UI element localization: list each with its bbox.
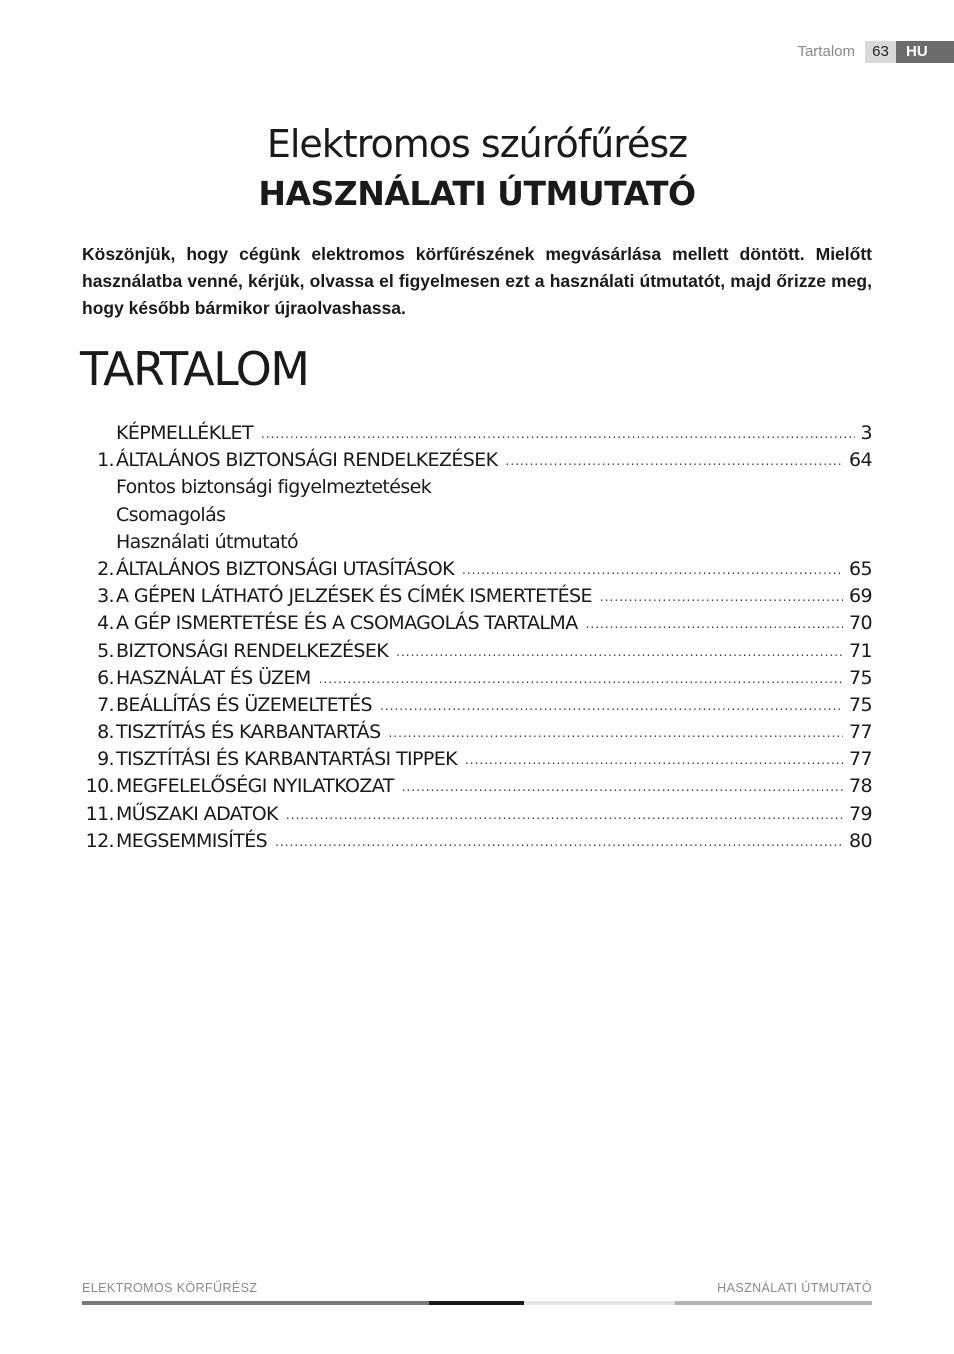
toc-dot-leader (600, 591, 843, 603)
toc-entry-label: MEGSEMMISÍTÉS (116, 829, 268, 852)
toc-entry-label: MŰSZAKI ADATOK (116, 802, 278, 825)
toc-entry[interactable] (82, 801, 872, 828)
footer-bar-segment (675, 1301, 872, 1305)
toc-dot-leader (319, 673, 843, 685)
toc-entry-number: 1. (97, 449, 114, 472)
footer-left-text: ELEKTROMOS KÖRFŰRÉSZ (82, 1281, 258, 1295)
footer-bar-segment (429, 1301, 524, 1305)
toc-entry-label: Használati útmutató (116, 530, 298, 553)
toc-entry-page: 79 (849, 802, 872, 825)
toc-entry-label: KÉPMELLÉKLET (116, 422, 253, 444)
toc-entry-page: 70 (849, 612, 872, 635)
toc-entry[interactable] (82, 665, 872, 692)
toc-entry-label: ÁLTALÁNOS BIZTONSÁGI UTASÍTÁSOK (116, 557, 454, 580)
toc-entry[interactable] (82, 502, 872, 529)
document-subtitle: HASZNÁLATI ÚTMUTATÓ (258, 174, 696, 213)
toc-entry[interactable] (82, 474, 872, 501)
toc-entry[interactable] (82, 529, 872, 556)
toc-entry-page: 77 (849, 721, 872, 744)
toc-dot-leader (586, 618, 843, 630)
toc-entry-page: 69 (849, 585, 872, 608)
toc-heading: TARTALOM (80, 342, 309, 396)
toc-entry-label: ÁLTALÁNOS BIZTONSÁGI RENDELKEZÉSEK (116, 449, 498, 472)
header-section-title: Tartalom (797, 43, 855, 60)
toc-entry[interactable] (82, 638, 872, 665)
toc-dot-leader (396, 646, 843, 658)
footer-divider-bar (82, 1301, 872, 1305)
toc-dot-leader (275, 836, 843, 848)
toc-entry[interactable] (82, 828, 872, 855)
toc-entry-page: 64 (849, 449, 872, 472)
toc-entry-page: 3 (860, 422, 872, 444)
toc-entry-label: TISZTÍTÁS ÉS KARBANTARTÁS (116, 721, 381, 744)
toc-entry[interactable] (82, 420, 872, 447)
toc-dot-leader (261, 428, 855, 440)
header-page-number: 63 (865, 41, 896, 63)
toc-entry-label: A GÉP ISMERTETÉSE ÉS A CSOMAGOLÁS TARTALMA (116, 612, 578, 635)
table-of-contents (82, 420, 872, 855)
toc-entry-number: 5. (97, 639, 114, 662)
footer-bar-segment (524, 1301, 675, 1305)
footer-bar-segment (82, 1301, 429, 1305)
toc-entry-number: 6. (97, 666, 114, 689)
toc-dot-leader (389, 727, 843, 739)
toc-entry-page: 78 (849, 775, 872, 798)
toc-entry-label: Fontos biztonsági figyelmeztetések (116, 476, 432, 499)
toc-entry[interactable] (82, 692, 872, 719)
toc-entry-number: 11. (85, 802, 114, 825)
toc-entry-page: 65 (849, 557, 872, 580)
toc-entry-number: 12. (85, 829, 114, 852)
toc-entry-number: 8. (97, 721, 114, 744)
toc-entry[interactable] (82, 746, 872, 773)
toc-entry-page: 75 (849, 693, 872, 716)
toc-entry-number: 9. (97, 748, 114, 771)
toc-dot-leader (506, 455, 844, 467)
toc-dot-leader (462, 564, 843, 576)
toc-entry-label: Csomagolás (116, 503, 226, 526)
toc-entry-label: BIZTONSÁGI RENDELKEZÉSEK (116, 639, 389, 662)
toc-entry[interactable] (82, 447, 872, 474)
toc-entry-page: 77 (849, 748, 872, 771)
toc-entry-label: HASZNÁLAT ÉS ÜZEM (116, 666, 311, 689)
header-language-badge: HU (896, 41, 954, 63)
toc-dot-leader (286, 809, 843, 821)
toc-entry-number: 2. (97, 557, 114, 580)
toc-entry-label: BEÁLLÍTÁS ÉS ÜZEMELTETÉS (116, 693, 372, 716)
toc-entry-label: A GÉPEN LÁTHATÓ JELZÉSEK ÉS CÍMÉK ISMERTETÉSE (116, 585, 592, 608)
toc-entry-number: 4. (97, 612, 114, 635)
toc-dot-leader (402, 781, 843, 793)
toc-entry[interactable] (82, 610, 872, 637)
toc-dot-leader (465, 754, 843, 766)
toc-entry[interactable] (82, 583, 872, 610)
toc-entry-label: TISZTÍTÁSI ÉS KARBANTARTÁSI TIPPEK (116, 748, 457, 771)
toc-entry-number: 7. (97, 693, 114, 716)
toc-dot-leader (380, 700, 843, 712)
toc-entry[interactable] (82, 556, 872, 583)
footer-right-text: HASZNÁLATI ÚTMUTATÓ (717, 1281, 872, 1295)
document-title: Elektromos szúrófűrész (266, 122, 688, 166)
toc-entry[interactable] (82, 719, 872, 746)
toc-entry-number: 10. (85, 775, 114, 798)
toc-entry-label: MEGFELELŐSÉGI NYILATKOZAT (116, 775, 394, 798)
toc-entry-page: 71 (849, 639, 872, 662)
toc-entry-number: 3. (97, 585, 114, 608)
toc-entry[interactable] (82, 773, 872, 800)
toc-entry-page: 75 (849, 666, 872, 689)
page-header-tab (797, 41, 954, 63)
toc-entry-page: 80 (849, 829, 872, 852)
intro-paragraph: Köszönjük, hogy cégünk elektromos körfűrészének megvásárlása mellett döntött. Mielőtt használatba venné, kérjük, olvassa el figyelmesen ezt a használati útmutatót, majd őrizze meg, hogy később bármikor újraolvashassa. (82, 244, 872, 318)
